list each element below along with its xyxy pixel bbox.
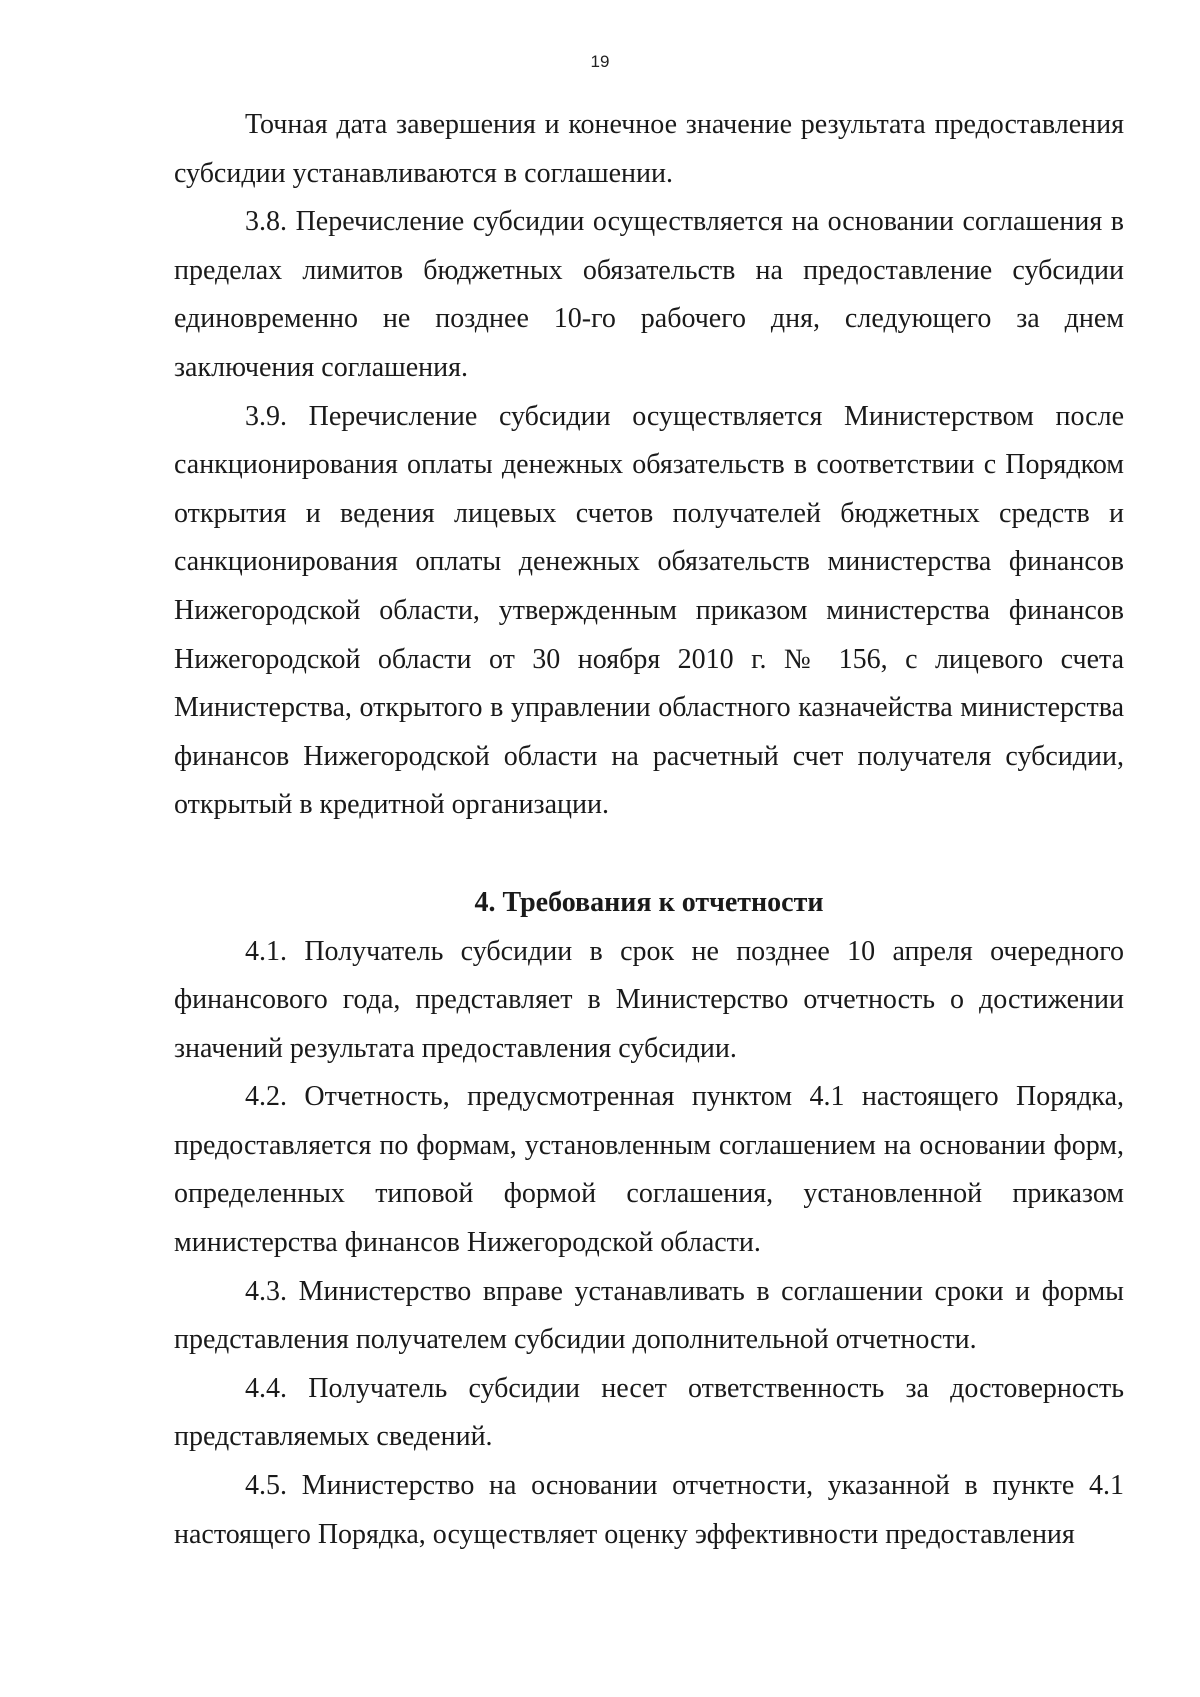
- paragraph-3-8: 3.8. Перечисление субсидии осуществляется на основании соглашения в пределах лимитов бюджетных обязательств на предоставление субсидии единовременно не позднее 10-го рабочего дня, следующего за днем заключения соглашения.: [174, 206, 1124, 383]
- paragraph-3-9: 3.9. Перечисление субсидии осуществляется Министерством после санкционирования оплаты денежных обязательств в соответствии с Порядком открытия и ведения лицевых счетов получателей бюджетных средств и санкционирования оплаты денежных обязательств министерства финансов Нижегородской области, утвержденным приказом министерства финансов Нижегородской области от 30 ноября 2010 г. № 156, с лицевого счета Министерства, открытого в управлении областного казначейства министерства финансов Нижегородской области на расчетный счет получателя субсидии, открытый в кредитной организации.: [174, 400, 1124, 821]
- section-heading-reporting: 4. Требования к отчетности: [474, 886, 824, 918]
- paragraph-completion-date: Точная дата завершения и конечное значение результата предоставления субсидии устанавливаются в соглашении.: [174, 109, 1124, 189]
- paragraph-4-1: 4.1. Получатель субсидии в срок не позднее 10 апреля очередного финансового года, представляет в Министерство отчетность о достижении значений результата предоставления субсидии.: [174, 935, 1124, 1064]
- paragraph-4-4: 4.4. Получатель субсидии несет ответственность за достоверность представляемых сведений.: [174, 1372, 1124, 1453]
- page-number: 19: [590, 52, 610, 71]
- document-body: [174, 101, 1124, 1559]
- paragraph-4-5: 4.5. Министерство на основании отчетности, указанной в пункте 4.1 настоящего Порядка, осуществляет оценку эффективности предоставления: [174, 1470, 1124, 1550]
- paragraph-4-2: 4.2. Отчетность, предусмотренная пунктом 4.1 настоящего Порядка, предоставляется по формам, установленным соглашением на основании форм, определенных типовой формой соглашения, установленной приказом министерства финансов Нижегородской области.: [174, 1081, 1124, 1259]
- paragraph-4-3: 4.3. Министерство вправе устанавливать в соглашении сроки и формы представления получателем субсидии дополнительной отчетности.: [174, 1275, 1124, 1356]
